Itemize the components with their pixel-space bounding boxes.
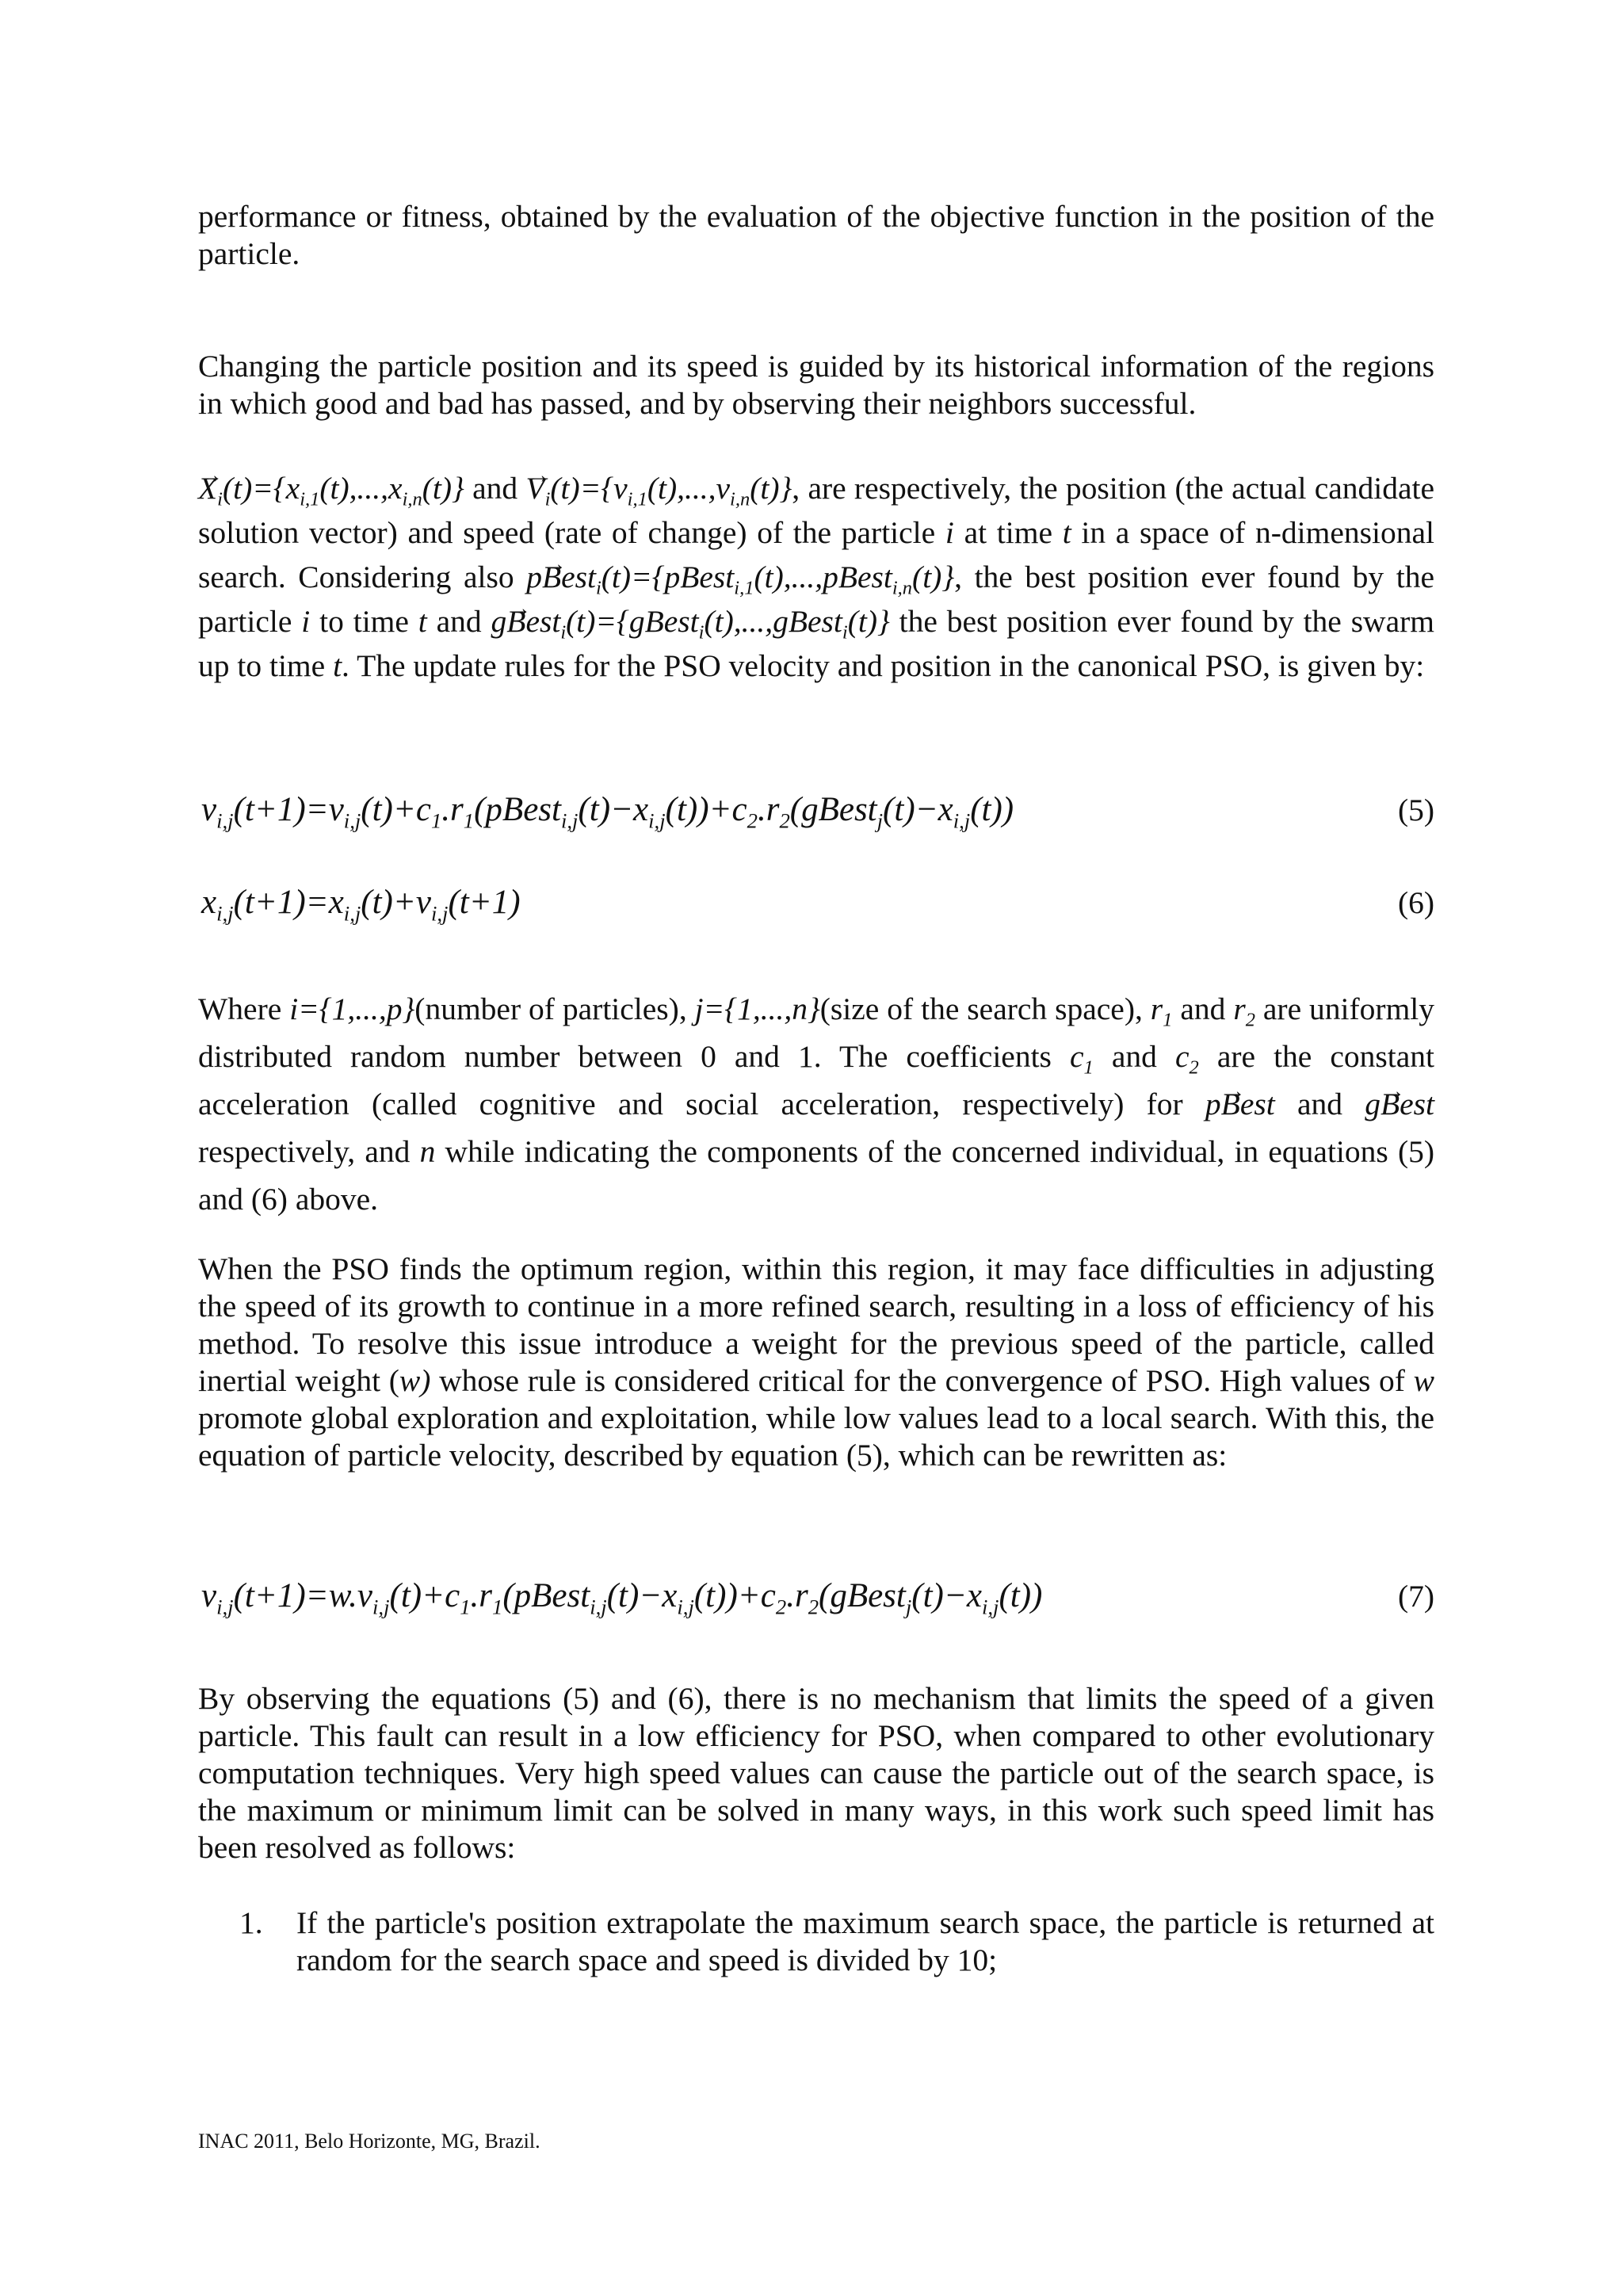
equation-7-number: (7)	[1397, 1579, 1434, 1614]
equation-7	[198, 1572, 1434, 1620]
paragraph-definitions: → $X_i(t)=\{x_{i,1}(t),...,x_{i,n}(t)\}$ and → $V_i(t)=\{v_{i,1}(t),...,v_{i,n}(t)\}$, are respectively, the position (the actual candidate solution vector) and speed (rate of change) of the particle i at time t in a space of n-dimensional search. Considering also p→ Best$_i$(t)={pBest$_{i,1}$(t),...,pBest$_{i,n}$(t)}, the best position ever found by the particle i to time t and g→ Best$_i$(t)={gBest$_i$(t),...,gBest$_i$(t)} the best position ever found by the swarm up to time t. The update rules for the PSO velocity and position in the canonical PSO, is given by:	[198, 466, 1434, 688]
page-footer: INAC 2011, Belo Horizonte, MG, Brazil.	[198, 2130, 540, 2153]
equation-5-number: (5)	[1397, 793, 1434, 827]
paragraph-speed-limit: By observing the equations (5) and (6), there is no mechanism that limits the speed of a given particle. This fault can result in a low efficiency for PSO, when compared to other evolutionary computation techniques. Very high speed values can cause the particle out of the search space, is the maximum or minimum limit can be solved in many ways, in this work such speed limit has been resolved as follows:	[198, 1681, 1434, 1865]
equation-7-formula: $v_{i,j}(t+1)=w.v_{i,j}(t)+c_1.r_1(pBest_{i,j}(t)-x_{i,j}(t))+c_2.r_2(gBest_j(t)-x_{i,j}(t))$	[201, 1577, 1043, 1619]
equation-5	[198, 786, 1434, 834]
paragraph-inertial-weight: When the PSO finds the optimum region, within this region, it may face difficulties in adjusting the speed of its growth to continue in a more refined search, resulting in a loss of efficiency of his method. To resolve this issue introduce a weight for the previous speed of the particle, called inertial weight (w) whose rule is considered critical for the convergence of PSO. High values of w promote global exploration and exploitation, while low values lead to a local search. With this, the equation of particle velocity, described by equation (5), which can be rewritten as:	[198, 1251, 1435, 1473]
paragraph-particle-position: Changing the particle position and its speed is guided by its historical information of the regions in which good and bad has passed, and by observing their neighbors successful.	[198, 349, 1434, 421]
math-position-vector: → $X_i(t)=\{x_{i,1}(t),...,x_{i,n}(t)\}$	[198, 471, 464, 506]
list-item-text: If the particle's position extrapolate the maximum search space, the particle is returned at random for the search space and speed is divided by 10;	[296, 1905, 1434, 1977]
math-velocity-vector: → $V_i(t)=\{v_{i,1}(t),...,v_{i,n}(t)\}$	[525, 471, 792, 506]
equation-6	[198, 879, 1434, 926]
math-gbest: g→ Best$_i$(t)={gBest$_i$(t),...,gBest$_i$(t)}	[491, 604, 890, 639]
paragraph-fitness: performance or fitness, obtained by the evaluation of the objective function in the position of the particle.	[198, 199, 1434, 271]
list-item-number: 1.	[239, 1905, 263, 1940]
equation-6-number: (6)	[1397, 885, 1434, 920]
list-item	[239, 1904, 1434, 1979]
equation-5-formula: $v_{i,j}(t+1)=v_{i,j}(t)+c_1.r_1(pBest_{i,j}(t)-x_{i,j}(t))+c_2.r_2(gBest_j(t)-x_{i,j}(t))$	[201, 791, 1014, 833]
math-pbest: p→ Best$_i$(t)={pBest$_{i,1}$(t),...,pBest$_{i,n}$(t)}	[526, 560, 954, 594]
equation-6-formula: $x_{i,j}(t+1)=x_{i,j}(t)+v_{i,j}(t+1)$	[201, 884, 521, 926]
paragraph-where: Where i={1,...,p}(number of particles), j={1,...,n}(size of the search space), $r_1$ and $r_2$ are uniformly distributed random number between 0 and 1. The coefficients $c_1$ and $c_2$ are the constant acceleration (called cognitive and social acceleration, respectively) for p→ Best and g→ Best respectively, and n while indicating the components of the concerned individual, in equations (5) and (6) above.	[198, 985, 1434, 1223]
